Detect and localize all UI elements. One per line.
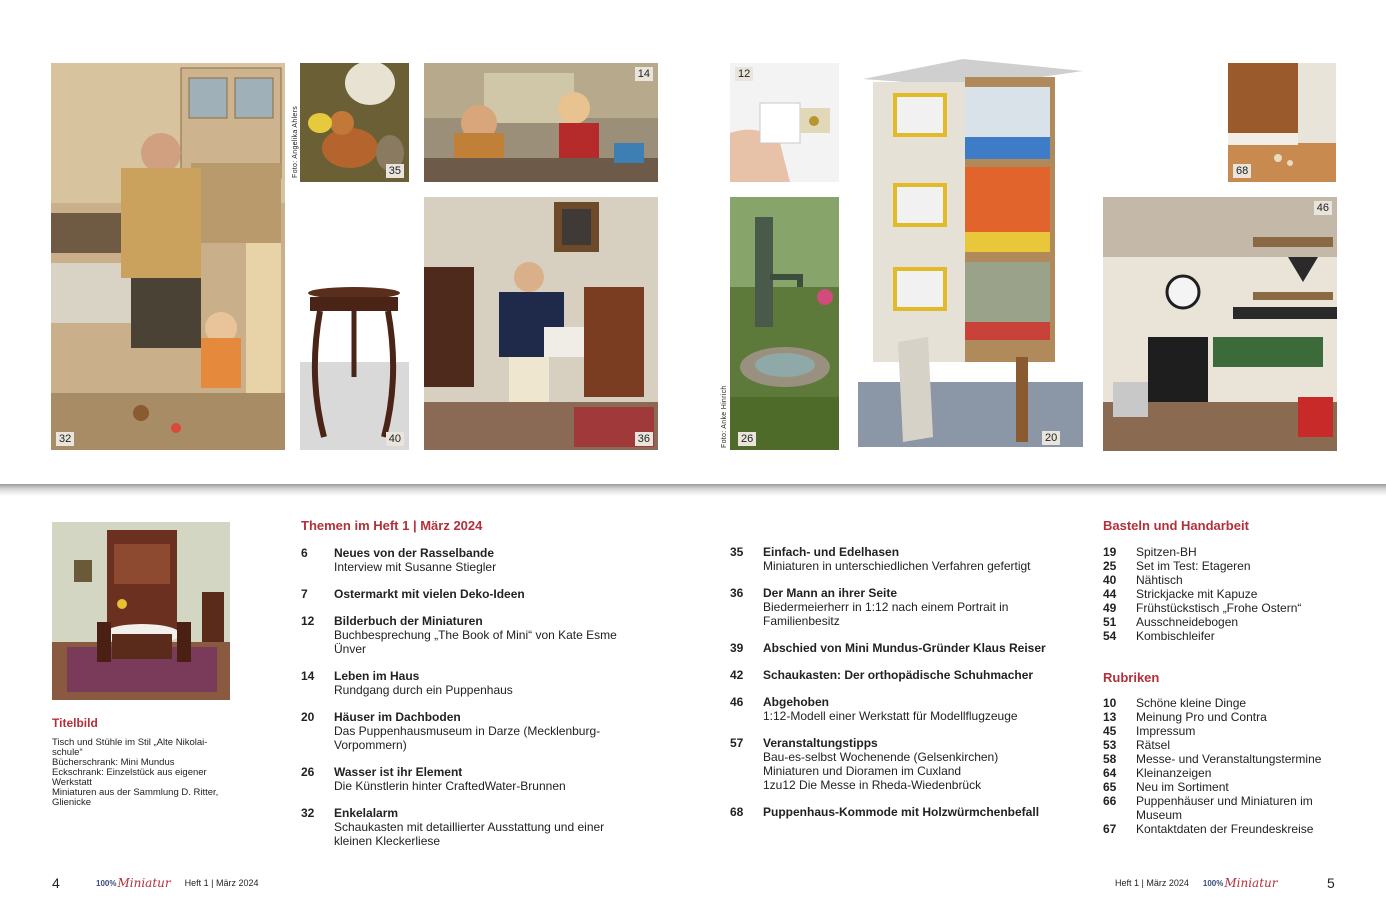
basteln-item-label: Kombischleifer (1136, 629, 1215, 643)
toc-entry-title: Abgehoben (763, 695, 829, 709)
basteln-item-label: Strickjacke mit Kapuze (1136, 587, 1258, 601)
toc-entry (730, 805, 1070, 819)
rubriken-item-page: 67 (1103, 822, 1117, 836)
basteln-item-page: 51 (1103, 615, 1117, 629)
basteln-item-label: Spitzen-BH (1136, 545, 1197, 559)
footer-left (96, 876, 258, 890)
toc-entry (301, 806, 631, 848)
rubriken-item-label: Kleinanzeigen (1136, 766, 1212, 780)
rubriken-item-page: 13 (1103, 710, 1117, 724)
photo-doll-children-room (424, 63, 658, 182)
photo-easter-bunnies (300, 63, 409, 182)
toc-entry-title: Puppenhaus-Kommode mit Holzwürmchenbefall (763, 805, 1040, 819)
logo-prefix: 100% (96, 878, 117, 888)
rubriken-list (1103, 696, 1343, 836)
toc-entry-title: Ostermarkt mit vielen Deko-Ideen (334, 587, 525, 601)
page-ref-badge: 12 (735, 67, 753, 81)
rubriken-item-label: Meinung Pro und Contra (1136, 710, 1267, 724)
toc-entry (730, 641, 1070, 655)
toc-entry-page: 20 (301, 710, 315, 724)
rubriken-item-label: Kontaktdaten der Freundeskreise (1136, 822, 1314, 836)
cover-caption-line: schule“ (52, 747, 83, 758)
photo-kitchen-doll-scene (51, 63, 285, 450)
rubriken-item-page: 53 (1103, 738, 1117, 752)
basteln-item-page: 44 (1103, 587, 1117, 601)
toc-entry-page: 46 (730, 695, 744, 709)
basteln-item (1103, 587, 1343, 601)
basteln-item-page: 19 (1103, 545, 1117, 559)
toc-entry-subtitle: 1:12-Modell einer Werkstatt für Modellflugzeuge (763, 709, 1018, 723)
rubriken-item-page: 64 (1103, 766, 1117, 780)
rubriken-item (1103, 752, 1343, 766)
toc-entry (301, 710, 631, 752)
toc-entry-title: Bilderbuch der Miniaturen (334, 614, 483, 628)
toc-column-2 (730, 545, 1070, 832)
rubriken-item (1103, 794, 1343, 822)
photo-sewing-table (300, 197, 409, 450)
rubriken-item (1103, 696, 1343, 710)
toc-entry-page: 14 (301, 669, 315, 683)
rubriken-item-page: 10 (1103, 696, 1117, 710)
rubriken-item (1103, 710, 1343, 724)
toc-entry-body (334, 546, 496, 574)
page-ref-badge: 35 (386, 164, 404, 178)
toc-entry-body (334, 669, 513, 697)
page-ref-badge: 40 (386, 432, 404, 446)
cover-caption-line: Werkstatt (52, 777, 92, 788)
rubriken-item-page: 58 (1103, 752, 1117, 766)
toc-entry-page: 42 (730, 668, 744, 682)
toc-entry-subtitle: Biedermeierherr in 1:12 nach einem Portrait in Familienbesitz (763, 600, 1009, 628)
rubriken-item (1103, 822, 1343, 836)
basteln-item-label: Set im Test: Etageren (1136, 559, 1251, 573)
photo-water-pump-fountain (730, 197, 839, 450)
toc-entry-body (763, 805, 1039, 819)
basteln-item-label: Ausschneidebogen (1136, 615, 1239, 629)
rubriken-item (1103, 738, 1343, 752)
toc-entry-subtitle: Buchbesprechung „The Book of Mini“ von Kate Esme Ünver (334, 628, 617, 656)
basteln-heading: Basteln und Handarbeit (1103, 518, 1249, 533)
page-ref-badge: 68 (1233, 164, 1251, 178)
toc-entry-title: Schaukasten: Der orthopädische Schuhmacher (763, 668, 1034, 682)
footer-issue: Heft 1 | März 2024 (1115, 878, 1189, 888)
toc-entry-title: Veranstaltungstipps (763, 736, 878, 750)
page-ref-badge: 20 (1042, 431, 1060, 445)
toc-entry-title: Wasser ist ihr Element (334, 765, 463, 779)
toc-entry (301, 765, 631, 793)
rubriken-item (1103, 766, 1343, 780)
toc-heading: Themen im Heft 1 | März 2024 (301, 518, 483, 533)
cover-caption-line: Bücherschrank: Mini Mundus (52, 757, 175, 768)
basteln-item (1103, 615, 1343, 629)
photo-woodworm-floor (1228, 63, 1336, 182)
photo-hand-miniature-card (730, 63, 839, 182)
toc-entry (730, 545, 1070, 573)
toc-entry-page: 6 (301, 546, 308, 560)
toc-entry (301, 587, 631, 601)
toc-entry-page: 36 (730, 586, 744, 600)
photo-model-workshop (1103, 197, 1337, 451)
toc-entry-page: 26 (301, 765, 315, 779)
toc-entry-subtitle: Das Puppenhausmuseum in Darze (Mecklenburg-Vorpommern) (334, 724, 601, 752)
page-ref-badge: 26 (738, 432, 756, 446)
page-number-right: 5 (1327, 875, 1335, 891)
toc-entry-page: 32 (301, 806, 315, 820)
toc-entry-title: Neues von der Rasselbande (334, 546, 495, 560)
page-number-left: 4 (52, 875, 60, 891)
toc-entry (730, 668, 1070, 682)
toc-entry-body (334, 710, 631, 752)
basteln-item-label: Nähtisch (1136, 573, 1183, 587)
toc-entry-page: 12 (301, 614, 315, 628)
rubriken-item (1103, 780, 1343, 794)
basteln-item (1103, 573, 1343, 587)
rubriken-item-label: Neu im Sortiment (1136, 780, 1229, 794)
toc-entry-subtitle: Rundgang durch ein Puppenhaus (334, 683, 513, 697)
page-ref-badge: 36 (635, 432, 653, 446)
toc-entry (301, 546, 631, 574)
basteln-item (1103, 559, 1343, 573)
basteln-item (1103, 545, 1343, 559)
toc-entry (730, 586, 1070, 628)
cover-caption-line: Glienicke (52, 797, 92, 808)
rubriken-item-label: Puppenhäuser und Miniaturen im Museum (1136, 794, 1313, 822)
toc-entry-body (334, 765, 566, 793)
toc-column-1 (301, 546, 631, 861)
toc-entry (730, 736, 1070, 792)
basteln-item-page: 25 (1103, 559, 1117, 573)
photo-biedermeier-man (424, 197, 658, 450)
rubriken-item-page: 66 (1103, 794, 1117, 808)
photo-credit: Foto: Anke Hinrich (721, 385, 728, 448)
toc-entry-body (763, 668, 1033, 682)
toc-entry-page: 57 (730, 736, 744, 750)
toc-entry-subtitle: Bau-es-selbst Wochenende (Gelsenkirchen) Miniaturen und Dioramen im Cuxland 1zu12 Die Messe in Rheda-Wiedenbrück (763, 750, 999, 792)
basteln-item (1103, 601, 1343, 615)
footer-issue: Heft 1 | März 2024 (184, 878, 259, 888)
cover-caption-line: Eckschrank: Einzelstück aus eigener (52, 767, 207, 778)
page-ref-badge: 14 (635, 67, 653, 81)
basteln-item-page: 49 (1103, 601, 1117, 615)
rubriken-item-page: 45 (1103, 724, 1117, 738)
cover-caption-line: Miniaturen aus der Sammlung D. Ritter, (52, 787, 219, 798)
footer-right (1115, 876, 1277, 890)
rubriken-item-label: Rätsel (1136, 738, 1171, 752)
rubriken-item-label: Messe- und Veranstaltungstermine (1136, 752, 1322, 766)
logo-name: Miniatur (1224, 876, 1278, 890)
toc-entry-page: 7 (301, 587, 308, 601)
photo-cover-dining-room (52, 522, 230, 700)
toc-entry-subtitle: Miniaturen in unterschiedlichen Verfahren gefertigt (763, 559, 1031, 573)
toc-entry-page: 39 (730, 641, 744, 655)
toc-entry-body (763, 736, 998, 792)
toc-entry (301, 614, 631, 656)
rubriken-item-label: Schöne kleine Dinge (1136, 696, 1247, 710)
toc-entry-title: Enkelalarm (334, 806, 399, 820)
page-ref-badge: 46 (1314, 201, 1332, 215)
page-fold-shadow (0, 484, 1386, 496)
toc-entry-title: Häuser im Dachboden (334, 710, 461, 724)
rubriken-item-page: 65 (1103, 780, 1117, 794)
toc-entry-body (334, 806, 631, 848)
photo-credit: Foto: Angelika Ahlers (292, 105, 299, 178)
toc-entry-title: Abschied von Mini Mundus-Gründer Klaus Reiser (763, 641, 1046, 655)
toc-entry-title: Der Mann an ihrer Seite (763, 586, 898, 600)
toc-entry (301, 669, 631, 697)
toc-entry-page: 68 (730, 805, 744, 819)
toc-entry-body (763, 695, 1018, 723)
basteln-item (1103, 629, 1343, 643)
toc-entry-subtitle: Interview mit Susanne Stiegler (334, 560, 497, 574)
logo-name: Miniatur (117, 876, 171, 890)
basteln-item-label: Frühstückstisch „Frohe Ostern“ (1136, 601, 1302, 615)
toc-entry-title: Einfach- und Edelhasen (763, 545, 900, 559)
toc-entry-subtitle: Die Künstlerin hinter CraftedWater-Brunnen (334, 779, 566, 793)
toc-entry-title: Leben im Haus (334, 669, 420, 683)
logo-prefix: 100% (1202, 878, 1224, 888)
cover-caption (52, 738, 232, 808)
toc-entry-body (763, 545, 1031, 573)
rubriken-item (1103, 724, 1343, 738)
toc-entry-body (763, 586, 1070, 628)
toc-entry-body (334, 587, 525, 601)
toc-entry-subtitle: Schaukasten mit detaillierter Ausstattung und einer kleinen Kleckerliese (334, 820, 605, 848)
cover-caption-line: Tisch und Stühle im Stil „Alte Nikolai- (52, 737, 208, 748)
basteln-item-page: 54 (1103, 629, 1117, 643)
photo-tall-dollhouse (853, 57, 1088, 452)
rubriken-item-label: Impressum (1136, 724, 1196, 738)
toc-entry-body (763, 641, 1046, 655)
page-ref-badge: 32 (56, 432, 74, 446)
basteln-list (1103, 545, 1343, 643)
toc-entry-body (334, 614, 631, 656)
toc-entry-page: 35 (730, 545, 744, 559)
rubriken-heading: Rubriken (1103, 670, 1160, 685)
basteln-item-page: 40 (1103, 573, 1117, 587)
toc-entry (730, 695, 1070, 723)
cover-caption-title: Titelbild (52, 716, 98, 730)
